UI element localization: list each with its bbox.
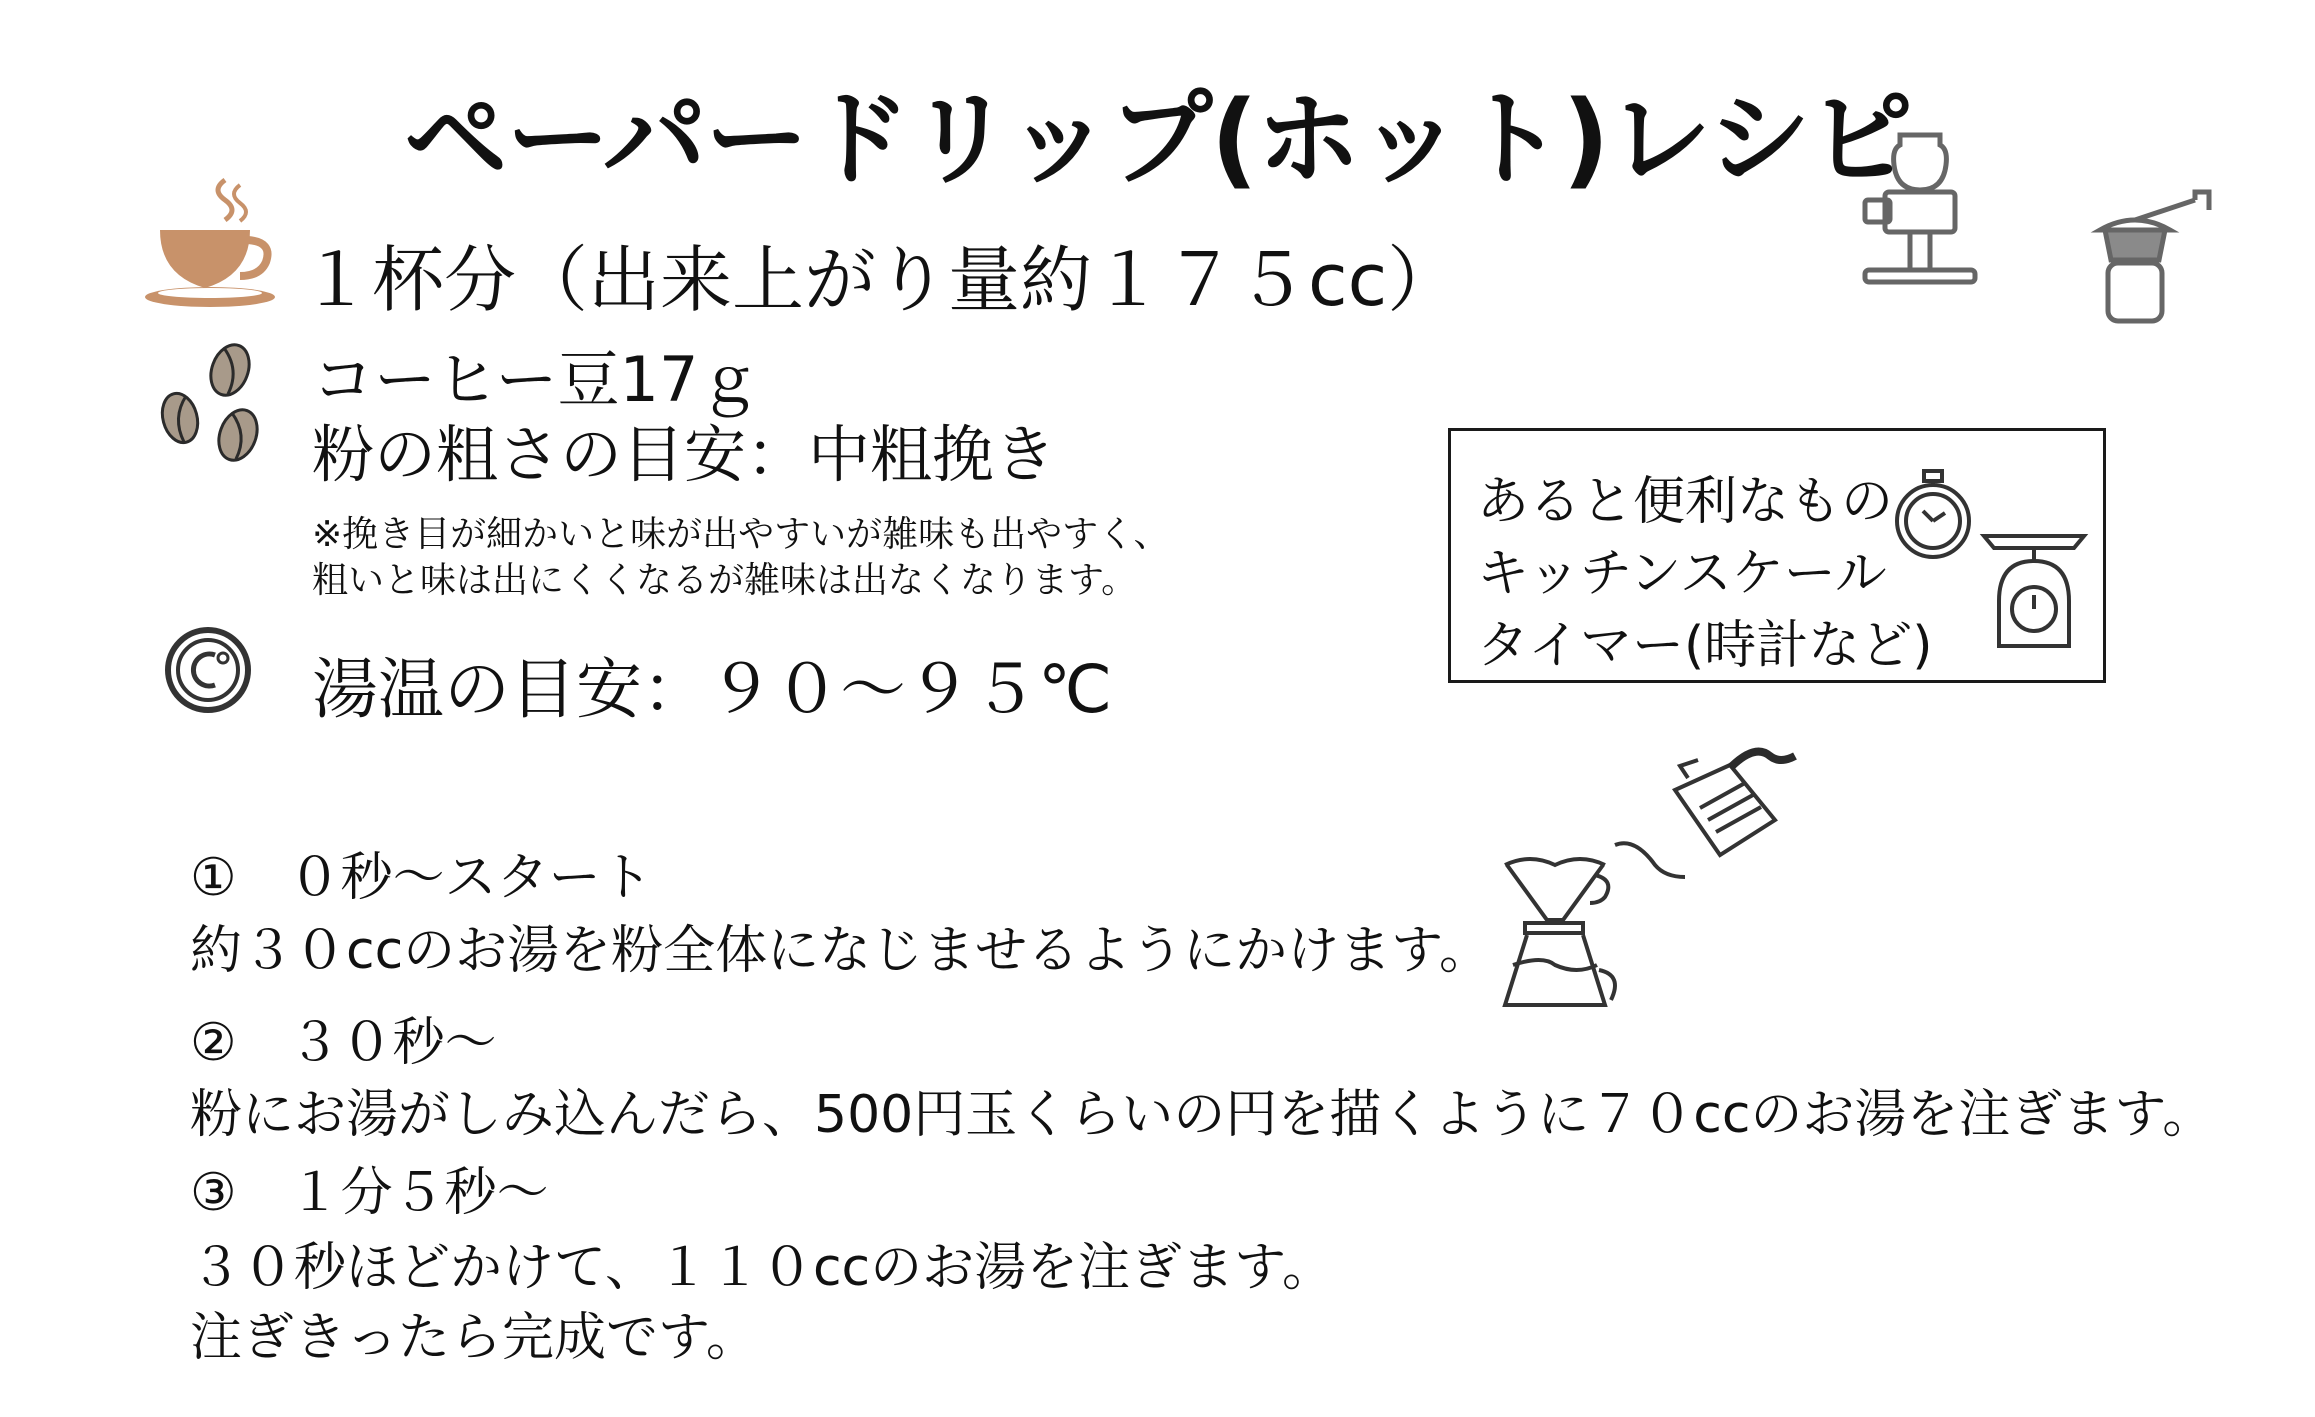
- step-2-description: 粉にお湯がしみ込んだら、500円玉くらいの円を描くように７０ccのお湯を注ぎます。: [190, 1085, 2215, 1145]
- grind-note-line-2: 粗いと味は出にくくなるが雑味は出なくなります。: [312, 560, 1138, 601]
- hand-grinder-icon: [2080, 175, 2230, 335]
- coffee-beans-icon: [158, 340, 268, 470]
- kitchen-scale-icon: [1979, 531, 2089, 661]
- water-temperature: 湯温の目安：９０～９５℃: [312, 651, 1113, 728]
- drip-kettle-icon: [1610, 730, 1810, 900]
- celsius-icon: [163, 625, 253, 715]
- step-3-description-line-2: 注ぎきったら完成です。: [190, 1308, 758, 1368]
- step-3-label: ③ １分５秒～: [190, 1163, 549, 1223]
- stopwatch-icon: [1888, 463, 1978, 563]
- step-3-description-line-1: ３０秒ほどかけて、１１０ccのお湯を注ぎます。: [190, 1238, 1334, 1298]
- tools-item-scale: キッチンスケール: [1477, 544, 1887, 604]
- coffee-cup-icon: [140, 175, 280, 315]
- electric-grinder-icon: [1855, 120, 1985, 290]
- grind-size: 粉の粗さの目安：中粗挽き: [312, 418, 1057, 491]
- grind-note-line-1: ※挽き目が細かいと味が出やすいが雑味も出やすく、: [312, 514, 1170, 555]
- step-1-description: 約３０ccのお湯を粉全体になじませるようにかけます。: [190, 921, 1492, 981]
- bean-amount: コーヒー豆17ｇ: [312, 343, 761, 416]
- serving-size: １杯分（出来上がり量約１７５cc）: [300, 238, 1460, 322]
- useful-tools-box: [1448, 428, 2106, 683]
- tools-heading: あると便利なもの: [1477, 472, 1894, 532]
- step-2-label: ② ３０秒～: [190, 1013, 497, 1073]
- page-title: ペーパードリップ(ホット)レシピ: [403, 78, 1912, 200]
- tools-item-timer: タイマー(時計など): [1477, 616, 1933, 676]
- step-1-label: ① ０秒～スタート: [190, 848, 653, 908]
